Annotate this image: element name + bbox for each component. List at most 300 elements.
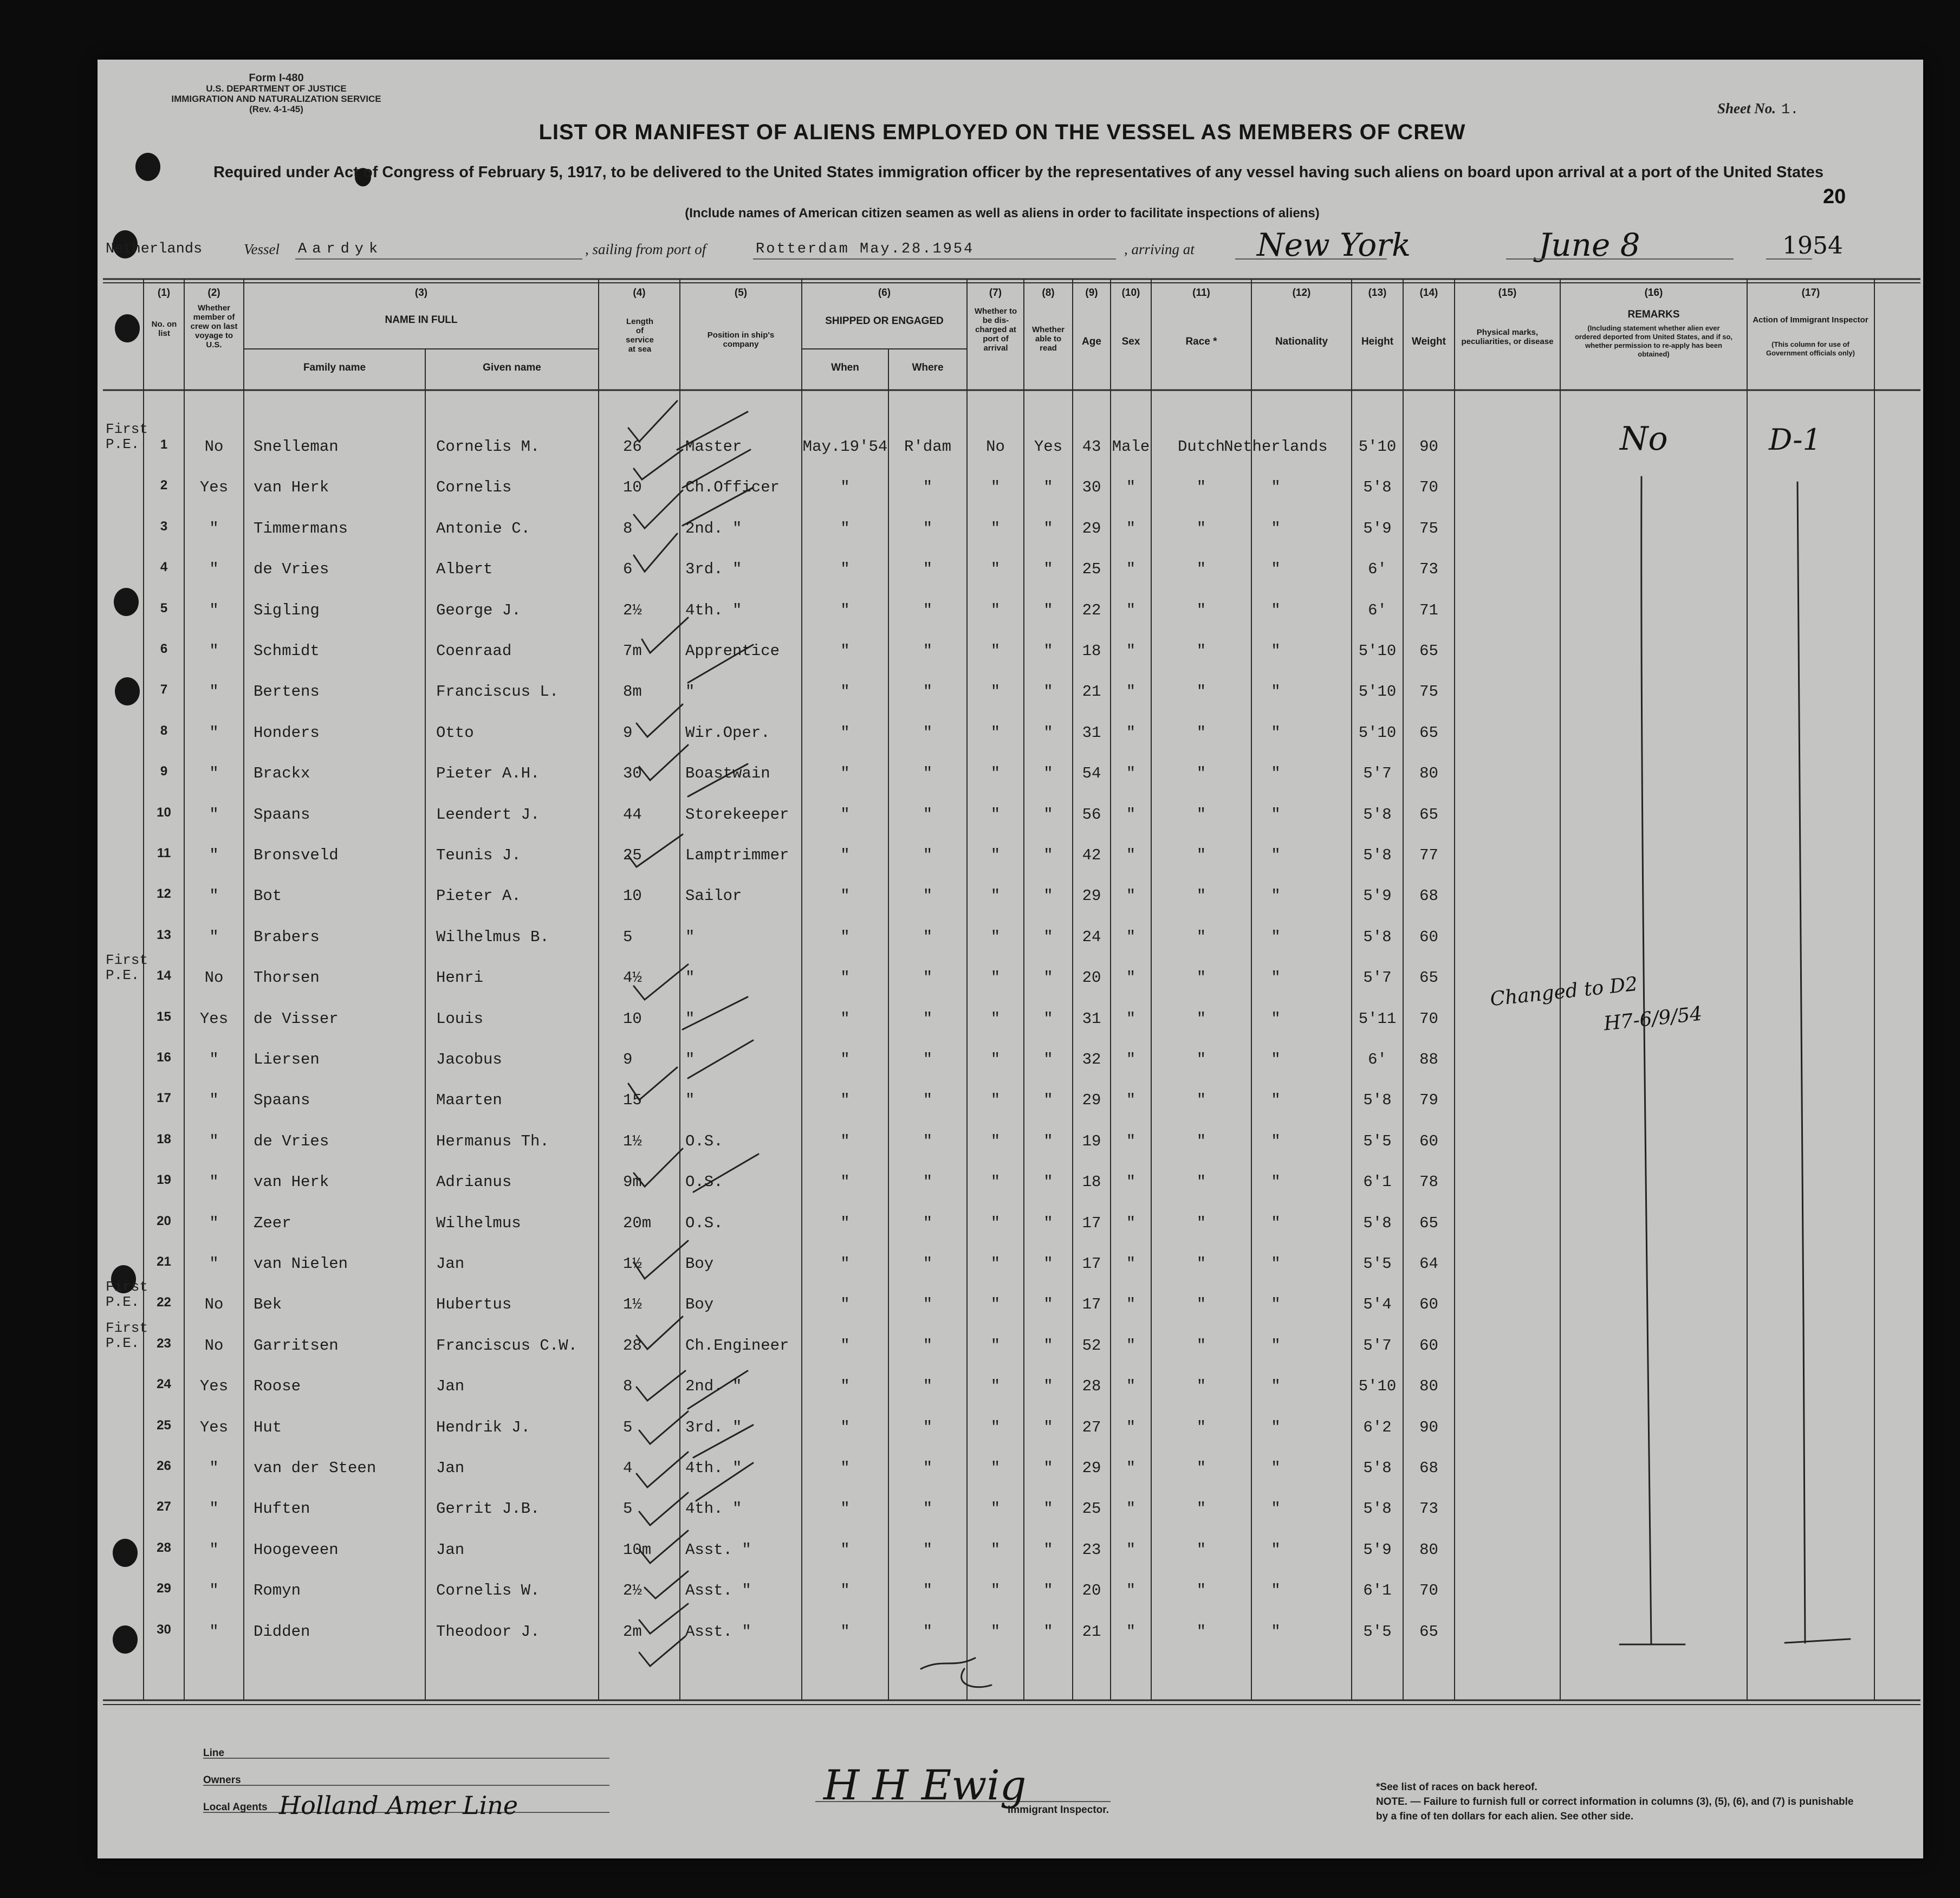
row-last-voyage: "	[209, 887, 219, 905]
row-no: 28	[157, 1540, 171, 1555]
row-position: 4th. "	[685, 601, 742, 619]
row-read: "	[1043, 1377, 1053, 1396]
form-number: Form I-480	[249, 72, 304, 84]
row-sex: "	[1126, 928, 1136, 946]
row-given: Cornelis M.	[436, 438, 540, 456]
row-when: "	[840, 642, 850, 660]
row-given: Hendrik J.	[436, 1418, 531, 1436]
row-service: 20m	[623, 1214, 652, 1232]
row-nationality: "	[1271, 1500, 1281, 1518]
row-sex: "	[1126, 1582, 1136, 1600]
row-position: 2nd. "	[685, 519, 742, 537]
row-height: 5'10	[1358, 642, 1397, 660]
row-height: 5'9	[1363, 1540, 1392, 1559]
row-service: 10m	[623, 1540, 652, 1559]
row-discharged: "	[990, 478, 1001, 497]
row-nationality: "	[1271, 1009, 1281, 1028]
row-position: Asst. "	[685, 1622, 751, 1641]
row-age: 56	[1082, 805, 1101, 824]
row-when: "	[840, 846, 850, 864]
row-height: 5'10	[1358, 723, 1397, 742]
row-no: 22	[157, 1295, 171, 1310]
row-discharged: "	[990, 969, 1001, 987]
row-where: "	[923, 1418, 933, 1436]
row-side-note: First P.E.	[106, 421, 148, 452]
row-where: "	[923, 601, 933, 619]
row-family: Bot	[254, 887, 282, 905]
row-sex: "	[1126, 846, 1136, 864]
col17-label: Action of Immigrant Inspector	[1753, 315, 1868, 325]
row-given: Teunis J.	[436, 846, 521, 864]
row-height: 5'7	[1363, 969, 1392, 987]
row-no: 7	[160, 682, 168, 697]
row-nationality: "	[1271, 805, 1281, 824]
row-where: "	[923, 1622, 933, 1641]
row-side-note: First P.E.	[106, 1279, 148, 1311]
row-read: "	[1043, 887, 1053, 905]
row-nationality: "	[1271, 1582, 1281, 1600]
row-weight: 80	[1419, 765, 1438, 783]
row-last-voyage: Yes	[199, 478, 229, 497]
col3-number: (3)	[414, 287, 428, 299]
row-service: 7m	[623, 642, 642, 660]
row-weight: 90	[1419, 438, 1438, 456]
row-last-voyage: No	[204, 1295, 224, 1314]
row-no: 18	[157, 1131, 171, 1146]
row-service: 2m	[623, 1622, 642, 1641]
row-given: Jan	[436, 1255, 465, 1273]
row-where: "	[923, 1336, 933, 1355]
row-no: 23	[157, 1336, 171, 1351]
row-service: 8m	[623, 683, 642, 701]
row-read: "	[1043, 1091, 1053, 1110]
row-sex: "	[1126, 601, 1136, 619]
row-given: Coenraad	[436, 642, 512, 660]
row-no: 13	[157, 927, 171, 942]
row-where: "	[923, 1540, 933, 1559]
row-height: 5'11	[1358, 1009, 1397, 1028]
row-given: Pieter A.	[436, 887, 521, 905]
row-when: "	[840, 1009, 850, 1028]
row-last-voyage: "	[209, 1459, 219, 1477]
row-when: "	[840, 1051, 850, 1068]
row-no: 20	[157, 1213, 171, 1228]
row-discharged: "	[990, 805, 1001, 824]
row-weight: 73	[1419, 1500, 1438, 1518]
row-race: "	[1196, 1132, 1206, 1150]
row-no: 9	[160, 764, 168, 779]
row-read: "	[1043, 1500, 1053, 1518]
row-discharged: "	[990, 560, 1001, 579]
footer-note	[1376, 1780, 1864, 1824]
col14-label: Weight	[1412, 336, 1446, 347]
row-read: "	[1043, 683, 1053, 701]
row-sex: "	[1126, 1091, 1136, 1110]
inspector-label: Immigrant Inspector.	[1008, 1804, 1109, 1816]
row-nationality: "	[1271, 560, 1281, 579]
row-weight: 80	[1419, 1377, 1438, 1396]
row-service: 4	[623, 1459, 633, 1477]
row-height: 5'5	[1363, 1132, 1392, 1150]
row-age: 21	[1082, 1622, 1101, 1641]
row-sex: "	[1126, 1377, 1136, 1396]
row-weight: 80	[1419, 1540, 1438, 1559]
row-age: 24	[1082, 928, 1101, 946]
row-height: 5'8	[1363, 1214, 1392, 1232]
row-sex: "	[1126, 723, 1136, 742]
row-service: 6	[623, 560, 633, 579]
row-no: 30	[157, 1622, 171, 1637]
row-position: Ch.Engineer	[685, 1336, 789, 1355]
row-no: 3	[160, 519, 168, 534]
row-nationality: "	[1271, 478, 1281, 497]
row-position: Asst. "	[685, 1540, 751, 1559]
row-position: Wir.Oper.	[685, 723, 770, 742]
sailing-label: , sailing from port of	[585, 241, 706, 257]
row-where: R'dam	[904, 438, 951, 456]
row-race: "	[1196, 1214, 1206, 1232]
row-read: "	[1043, 1540, 1053, 1559]
fine-note	[1376, 1795, 1864, 1824]
row-service: 1½	[623, 1295, 642, 1314]
row-read: "	[1043, 1418, 1053, 1436]
row-no: 21	[157, 1254, 171, 1269]
row-family: Spaans	[254, 805, 310, 824]
row-read: "	[1043, 1336, 1053, 1355]
row-given: Louis	[436, 1009, 484, 1028]
arrival-year: 1954	[1782, 232, 1843, 260]
row-race: Dutch	[1177, 438, 1225, 456]
row-no: 25	[157, 1417, 171, 1433]
col13-label: Height	[1361, 336, 1394, 347]
row-where: "	[923, 1582, 933, 1600]
row-where: "	[923, 928, 933, 946]
row-last-voyage: "	[209, 1500, 219, 1518]
row-position: 2nd. "	[685, 1377, 742, 1396]
row-family: Roose	[254, 1377, 301, 1396]
row-given: George J.	[436, 601, 521, 619]
row-read: "	[1043, 723, 1053, 742]
row-given: Adrianus	[436, 1173, 512, 1191]
row-weight: 70	[1419, 1009, 1438, 1028]
col1-number: (1)	[157, 287, 171, 299]
row-nationality: "	[1271, 601, 1281, 619]
row-age: 29	[1082, 1459, 1101, 1477]
row-family: Hut	[254, 1418, 282, 1436]
row-age: 29	[1082, 519, 1101, 537]
row-given: Franciscus L.	[436, 683, 559, 701]
row-discharged: "	[990, 1582, 1001, 1600]
row-given: Jan	[436, 1459, 465, 1477]
row-age: 21	[1082, 683, 1101, 701]
row-no: 8	[160, 723, 168, 738]
row-race: "	[1196, 1500, 1206, 1518]
row-last-voyage: "	[209, 1091, 219, 1110]
row-position: "	[685, 683, 695, 701]
row-nationality: "	[1271, 1173, 1281, 1191]
row-sex: "	[1126, 683, 1136, 701]
binder-hole	[114, 588, 139, 616]
col15-label: Physical marks, peculiarities, or disease	[1461, 328, 1554, 346]
col1-label: No. on list	[151, 320, 177, 338]
row-age: 29	[1082, 887, 1101, 905]
row-where: "	[923, 723, 933, 742]
row-given: Albert	[436, 560, 493, 579]
col8-number: (8)	[1042, 287, 1055, 299]
row-last-voyage: "	[209, 683, 219, 701]
col7-number: (7)	[989, 287, 1002, 299]
row-last-voyage: "	[209, 805, 219, 824]
row-last-voyage: "	[209, 1051, 219, 1068]
row-weight: 90	[1419, 1418, 1438, 1436]
row-service: 10	[623, 1009, 642, 1028]
vessel-name: Aardyk	[298, 241, 384, 257]
row-nationality: Netherlands	[1224, 438, 1328, 456]
row-nationality: "	[1271, 928, 1281, 946]
row-given: Theodoor J.	[436, 1622, 540, 1641]
row-no: 26	[157, 1459, 171, 1473]
row-height: 6'	[1368, 1051, 1387, 1068]
row-nationality: "	[1271, 765, 1281, 783]
row-given: Jacobus	[436, 1051, 502, 1068]
row-age: 20	[1082, 1582, 1101, 1600]
row-nationality: "	[1271, 519, 1281, 537]
binder-hole	[135, 153, 160, 181]
row-nationality: "	[1271, 969, 1281, 987]
row-family: Liersen	[254, 1051, 320, 1068]
row-age: 31	[1082, 1009, 1101, 1028]
row-last-voyage: "	[209, 1582, 219, 1600]
row-weight: 70	[1419, 1582, 1438, 1600]
col11-number: (11)	[1192, 287, 1210, 299]
row-read: "	[1043, 1622, 1053, 1641]
row-when: "	[840, 1622, 850, 1641]
row-when: "	[840, 1418, 850, 1436]
row-read: "	[1043, 1255, 1053, 1273]
row-nationality: "	[1271, 1214, 1281, 1232]
row-age: 30	[1082, 478, 1101, 497]
row-read: "	[1043, 765, 1053, 783]
row-family: de Vries	[254, 1132, 329, 1150]
row-when: "	[840, 928, 850, 946]
row-when: "	[840, 478, 850, 497]
row-race: "	[1196, 1459, 1206, 1477]
row-weight: 78	[1419, 1173, 1438, 1191]
row-given: Wilhelmus B.	[436, 928, 549, 946]
row-last-voyage: "	[209, 1622, 219, 1641]
col6-number: (6)	[878, 287, 891, 299]
row-height: 6'	[1368, 601, 1387, 619]
row-last-voyage: "	[209, 765, 219, 783]
row-race: "	[1196, 1091, 1206, 1110]
row-height: 5'8	[1363, 805, 1392, 824]
col15-number: (15)	[1498, 287, 1517, 299]
row-race: "	[1196, 928, 1206, 946]
row-given: Otto	[436, 723, 474, 742]
row-sex: "	[1126, 1132, 1136, 1150]
row-family: Zeer	[254, 1214, 291, 1232]
col17-sub: (This column for use of Government officials only)	[1766, 340, 1855, 357]
row-race: "	[1196, 1418, 1206, 1436]
row-race: "	[1196, 1295, 1206, 1314]
row-discharged: "	[990, 1295, 1001, 1314]
row-discharged: "	[990, 1500, 1001, 1518]
row-sex: "	[1126, 805, 1136, 824]
row-discharged: "	[990, 765, 1001, 783]
row-no: 29	[157, 1581, 171, 1596]
row-given: Franciscus C.W.	[436, 1336, 578, 1355]
row-weight: 64	[1419, 1255, 1438, 1273]
row-position: 3rd. "	[685, 560, 742, 579]
row-where: "	[923, 1009, 933, 1028]
row-when: "	[840, 1091, 850, 1110]
row-height: 5'4	[1363, 1295, 1392, 1314]
row-discharged: "	[990, 1459, 1001, 1477]
row-service: 26	[623, 438, 642, 456]
row-no: 4	[160, 560, 168, 575]
arriving-at: New York	[1257, 226, 1411, 263]
row-age: 52	[1082, 1336, 1101, 1355]
binder-hole	[115, 677, 140, 705]
row-position: Storekeeper	[685, 805, 789, 824]
row-race: "	[1196, 765, 1206, 783]
row-given: Pieter A.H.	[436, 765, 540, 783]
row-read: "	[1043, 1009, 1053, 1028]
row-weight: 60	[1419, 1336, 1438, 1355]
row-where: "	[923, 765, 933, 783]
row-read: "	[1043, 478, 1053, 497]
row-where: "	[923, 560, 933, 579]
row-race: "	[1196, 519, 1206, 537]
row-when: "	[840, 1295, 850, 1314]
row-service: 1½	[623, 1132, 642, 1150]
row-given: Jan	[436, 1377, 465, 1396]
row-no: 2	[160, 478, 168, 493]
row-discharged: "	[990, 1255, 1001, 1273]
row-where: "	[923, 1214, 933, 1232]
row-height: 5'8	[1363, 1459, 1392, 1477]
row-weight: 65	[1419, 805, 1438, 824]
row-discharged: "	[990, 1051, 1001, 1068]
row-service: 2½	[623, 1582, 642, 1600]
row-age: 17	[1082, 1255, 1101, 1273]
row-age: 17	[1082, 1295, 1101, 1314]
row-weight: 79	[1419, 1091, 1438, 1110]
row-position: "	[685, 1051, 695, 1068]
row-where: "	[923, 1255, 933, 1273]
col3-given: Given name	[483, 362, 541, 373]
row-last-voyage: No	[204, 438, 224, 456]
col13-number: (13)	[1368, 287, 1387, 299]
row-family: Spaans	[254, 1091, 310, 1110]
row-age: 19	[1082, 1132, 1101, 1150]
row-height: 5'5	[1363, 1255, 1392, 1273]
row-height: 5'10	[1358, 438, 1397, 456]
row-sex: "	[1126, 1009, 1136, 1028]
row-service: 8	[623, 519, 633, 537]
row-nationality: "	[1271, 1132, 1281, 1150]
row-when: "	[840, 1459, 850, 1477]
row-race: "	[1196, 601, 1206, 619]
row-discharged: No	[986, 438, 1005, 456]
row-sex: "	[1126, 1336, 1136, 1355]
row-when: May.19'54	[802, 438, 888, 456]
row-sex: "	[1126, 887, 1136, 905]
row-age: 42	[1082, 846, 1101, 864]
page-subtitle: Required under Act of Congress of February 5, 1917, to be delivered to the United States immigration officer by the representatives of any vessel having such aliens on board upon arrival at a port of the United States	[213, 164, 1824, 181]
col7-label: Whether to be dis-charged at port of arrival	[974, 307, 1017, 353]
form-department: U.S. DEPARTMENT OF JUSTICE	[206, 83, 347, 94]
row-position: "	[685, 969, 695, 987]
row-race: "	[1196, 1622, 1206, 1641]
row-no: 6	[160, 642, 168, 656]
row-discharged: "	[990, 1214, 1001, 1232]
row-age: 17	[1082, 1214, 1101, 1232]
row-age: 54	[1082, 765, 1101, 783]
row-race: "	[1196, 478, 1206, 497]
row-race: "	[1196, 1582, 1206, 1600]
row-where: "	[923, 887, 933, 905]
col3-family: Family name	[303, 362, 366, 373]
row-nationality: "	[1271, 846, 1281, 864]
row-service: 25	[623, 846, 642, 864]
row-race: "	[1196, 642, 1206, 660]
row-family: Thorsen	[254, 969, 320, 987]
row-service: 5	[623, 1418, 633, 1436]
row-read: "	[1043, 1295, 1053, 1314]
row-nationality: "	[1271, 1377, 1281, 1396]
row-family: Didden	[254, 1622, 310, 1641]
row-no: 14	[157, 968, 171, 983]
row-sex: "	[1126, 1500, 1136, 1518]
row-race: "	[1196, 1377, 1206, 1396]
col10-label: Sex	[1121, 336, 1140, 347]
row-family: Bek	[254, 1295, 282, 1314]
row-discharged: "	[990, 928, 1001, 946]
row-read: "	[1043, 805, 1053, 824]
row-when: "	[840, 1377, 850, 1396]
row-weight: 65	[1419, 1622, 1438, 1641]
row-nationality: "	[1271, 1622, 1281, 1641]
row-height: 6'1	[1363, 1173, 1392, 1191]
row-side-note: First P.E.	[106, 952, 148, 984]
col16-number: (16)	[1644, 287, 1663, 299]
row-race: "	[1196, 1255, 1206, 1273]
row-when: "	[840, 1582, 850, 1600]
row-height: 6'2	[1363, 1418, 1392, 1436]
binder-hole	[113, 1539, 138, 1567]
col9-label: Age	[1082, 336, 1101, 347]
row-weight: 60	[1419, 1295, 1438, 1314]
row-sex: "	[1126, 560, 1136, 579]
row-race: "	[1196, 1173, 1206, 1191]
row-family: Snelleman	[254, 438, 339, 456]
row-weight: 65	[1419, 642, 1438, 660]
row-height: 6'	[1368, 560, 1387, 579]
row-when: "	[840, 1500, 850, 1518]
row-read: "	[1043, 519, 1053, 537]
row-where: "	[923, 683, 933, 701]
row-sex: "	[1126, 478, 1136, 497]
row-when: "	[840, 601, 850, 619]
row-weight: 65	[1419, 969, 1438, 987]
row-read: "	[1043, 1214, 1053, 1232]
row-service: 10	[623, 887, 642, 905]
row-read: "	[1043, 1173, 1053, 1191]
row-family: Schmidt	[254, 642, 320, 660]
col11-label: Race *	[1185, 336, 1217, 347]
row-family: Bronsveld	[254, 846, 339, 864]
